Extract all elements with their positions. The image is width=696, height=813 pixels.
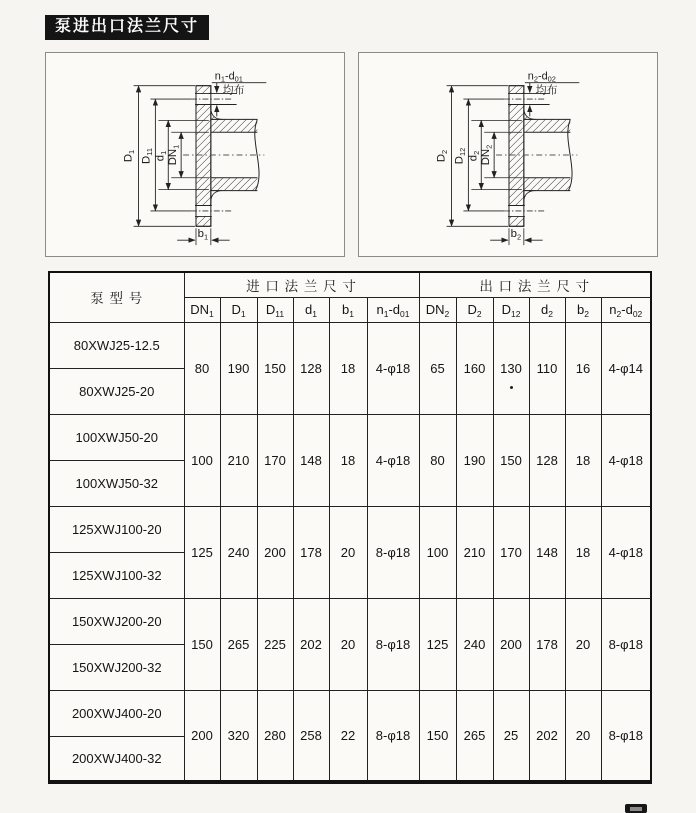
svg-text:n1-d01: n1-d01 [214,70,243,84]
value-cell: 130 [493,322,529,414]
outlet-flange-diagram [359,53,657,256]
table-row [49,322,651,368]
value-cell: 240 [456,598,493,690]
value-cell: 125 [184,506,220,598]
value-cell: 80 [184,322,220,414]
value-cell: 100 [419,506,456,598]
value-cell: 4-φ14 [601,322,651,414]
value-cell: 20 [565,598,601,690]
column-header-n2-d02: $n_2-d_{02}$ [601,297,651,322]
column-header-d1-face: $d_1$ [293,297,329,322]
value-cell: 170 [493,506,529,598]
value-cell: 16 [565,322,601,414]
dimension-thickness [490,228,542,245]
pump-model-cell: 150XWJ200-20 [49,598,184,644]
svg-text:D1: $D_1$ [122,149,137,163]
value-cell: 100 [184,414,220,506]
value-cell: 265 [220,598,257,690]
value-cell: 128 [293,322,329,414]
value-cell: 25 [493,690,529,782]
value-cell: 148 [529,506,565,598]
value-cell: 80 [419,414,456,506]
value-cell: 20 [329,506,367,598]
column-header-pump-model: 泵 型 号 [49,272,184,322]
column-header-d11: $D_{11}$ [257,297,293,322]
pump-model-cell: 80XWJ25-20 [49,368,184,414]
pump-model-cell: 125XWJ100-20 [49,506,184,552]
pump-model-cell: 100XWJ50-20 [49,414,184,460]
column-header-d2-outer: $D_2$ [456,297,493,322]
value-cell: 202 [529,690,565,782]
pump-model-cell: 200XWJ400-20 [49,690,184,736]
value-cell: 8-φ18 [601,598,651,690]
value-cell: 178 [293,506,329,598]
value-cell: 4-φ18 [367,322,419,414]
column-header-b1: $b_1$ [329,297,367,322]
flange-dimensions-table [48,271,652,784]
pump-model-cell: 200XWJ400-32 [49,736,184,782]
column-header-dn2: $DN_2$ [419,297,456,322]
value-cell: 18 [565,414,601,506]
page-title: 泵进出口法兰尺寸 [45,15,209,40]
value-cell: 4-φ18 [601,506,651,598]
svg-text:DN1: $DN_1$ [167,144,181,166]
pump-model-cell: 150XWJ200-32 [49,644,184,690]
column-group-inlet-flange: 进 口 法 兰 尺 寸 [184,272,419,297]
flange-cross-section [496,86,577,227]
value-cell: 210 [220,414,257,506]
value-cell: 150 [257,322,293,414]
value-cell: 150 [184,598,220,690]
table-row [49,690,651,736]
value-cell: 4-φ18 [601,414,651,506]
value-cell: 8-φ18 [367,690,419,782]
column-header-n1-d01: $n_1-d_{01}$ [367,297,419,322]
value-cell: 110 [529,322,565,414]
value-cell: 22 [329,690,367,782]
value-cell: 190 [220,322,257,414]
value-cell: 240 [220,506,257,598]
svg-text:DN2: $DN_2$ [480,144,494,166]
value-cell: 265 [456,690,493,782]
flange-cross-section [183,86,264,227]
value-cell: 18 [329,414,367,506]
value-cell: 210 [456,506,493,598]
value-cell: 148 [293,414,329,506]
value-cell: 150 [493,414,529,506]
value-cell: 202 [293,598,329,690]
value-cell: 18 [565,506,601,598]
dimension-thickness [177,228,229,245]
column-header-d12: $D_{12}$ [493,297,529,322]
svg-text:均布: 均布 [535,84,558,97]
value-cell: 8-φ18 [367,506,419,598]
svg-text:b1: $b_1$ [197,228,209,242]
svg-text:D12: $D_{12}$ [453,147,467,165]
column-header-b2: $b_2$ [565,297,601,322]
inlet-flange-diagram [46,53,344,256]
svg-text:d2: $d_2$ [467,150,481,162]
svg-text:D11: $D_{11}$ [140,148,154,164]
value-cell: 8-φ18 [601,690,651,782]
table-row [49,598,651,644]
inlet-flange-diagram-panel [45,52,345,257]
value-cell: 8-φ18 [367,598,419,690]
value-cell: 20 [565,690,601,782]
value-cell: 18 [329,322,367,414]
svg-text:均布: 均布 [222,84,245,97]
value-cell: 4-φ18 [367,414,419,506]
value-cell: 258 [293,690,329,782]
page-corner-mark [625,804,647,813]
value-cell: 320 [220,690,257,782]
table-header-row-groups [49,272,651,297]
print-artifact-dot [510,386,513,389]
value-cell: 150 [419,690,456,782]
value-cell: 20 [329,598,367,690]
value-cell: 65 [419,322,456,414]
svg-text:n2-d02: n2-d02 [527,70,556,84]
svg-text:b2: $b_2$ [510,228,522,242]
pump-model-cell: 100XWJ50-32 [49,460,184,506]
value-cell: 125 [419,598,456,690]
value-cell: 280 [257,690,293,782]
column-header-d1-outer: $D_1$ [220,297,257,322]
svg-text:d1: $d_1$ [154,150,168,162]
column-header-dn1: $DN_1$ [184,297,220,322]
value-cell: 128 [529,414,565,506]
column-header-d2-face: $d_2$ [529,297,565,322]
value-cell: 190 [456,414,493,506]
value-cell: 200 [257,506,293,598]
pump-model-cell: 80XWJ25-12.5 [49,322,184,368]
value-cell: 200 [184,690,220,782]
column-group-outlet-flange: 出 口 法 兰 尺 寸 [419,272,651,297]
table-row [49,506,651,552]
value-cell: 225 [257,598,293,690]
pump-model-cell: 125XWJ100-32 [49,552,184,598]
value-cell: 170 [257,414,293,506]
outlet-flange-diagram-panel [358,52,658,257]
table-row [49,414,651,460]
value-cell: 178 [529,598,565,690]
value-cell: 160 [456,322,493,414]
svg-text:D2: $D_2$ [435,149,450,163]
value-cell: 200 [493,598,529,690]
